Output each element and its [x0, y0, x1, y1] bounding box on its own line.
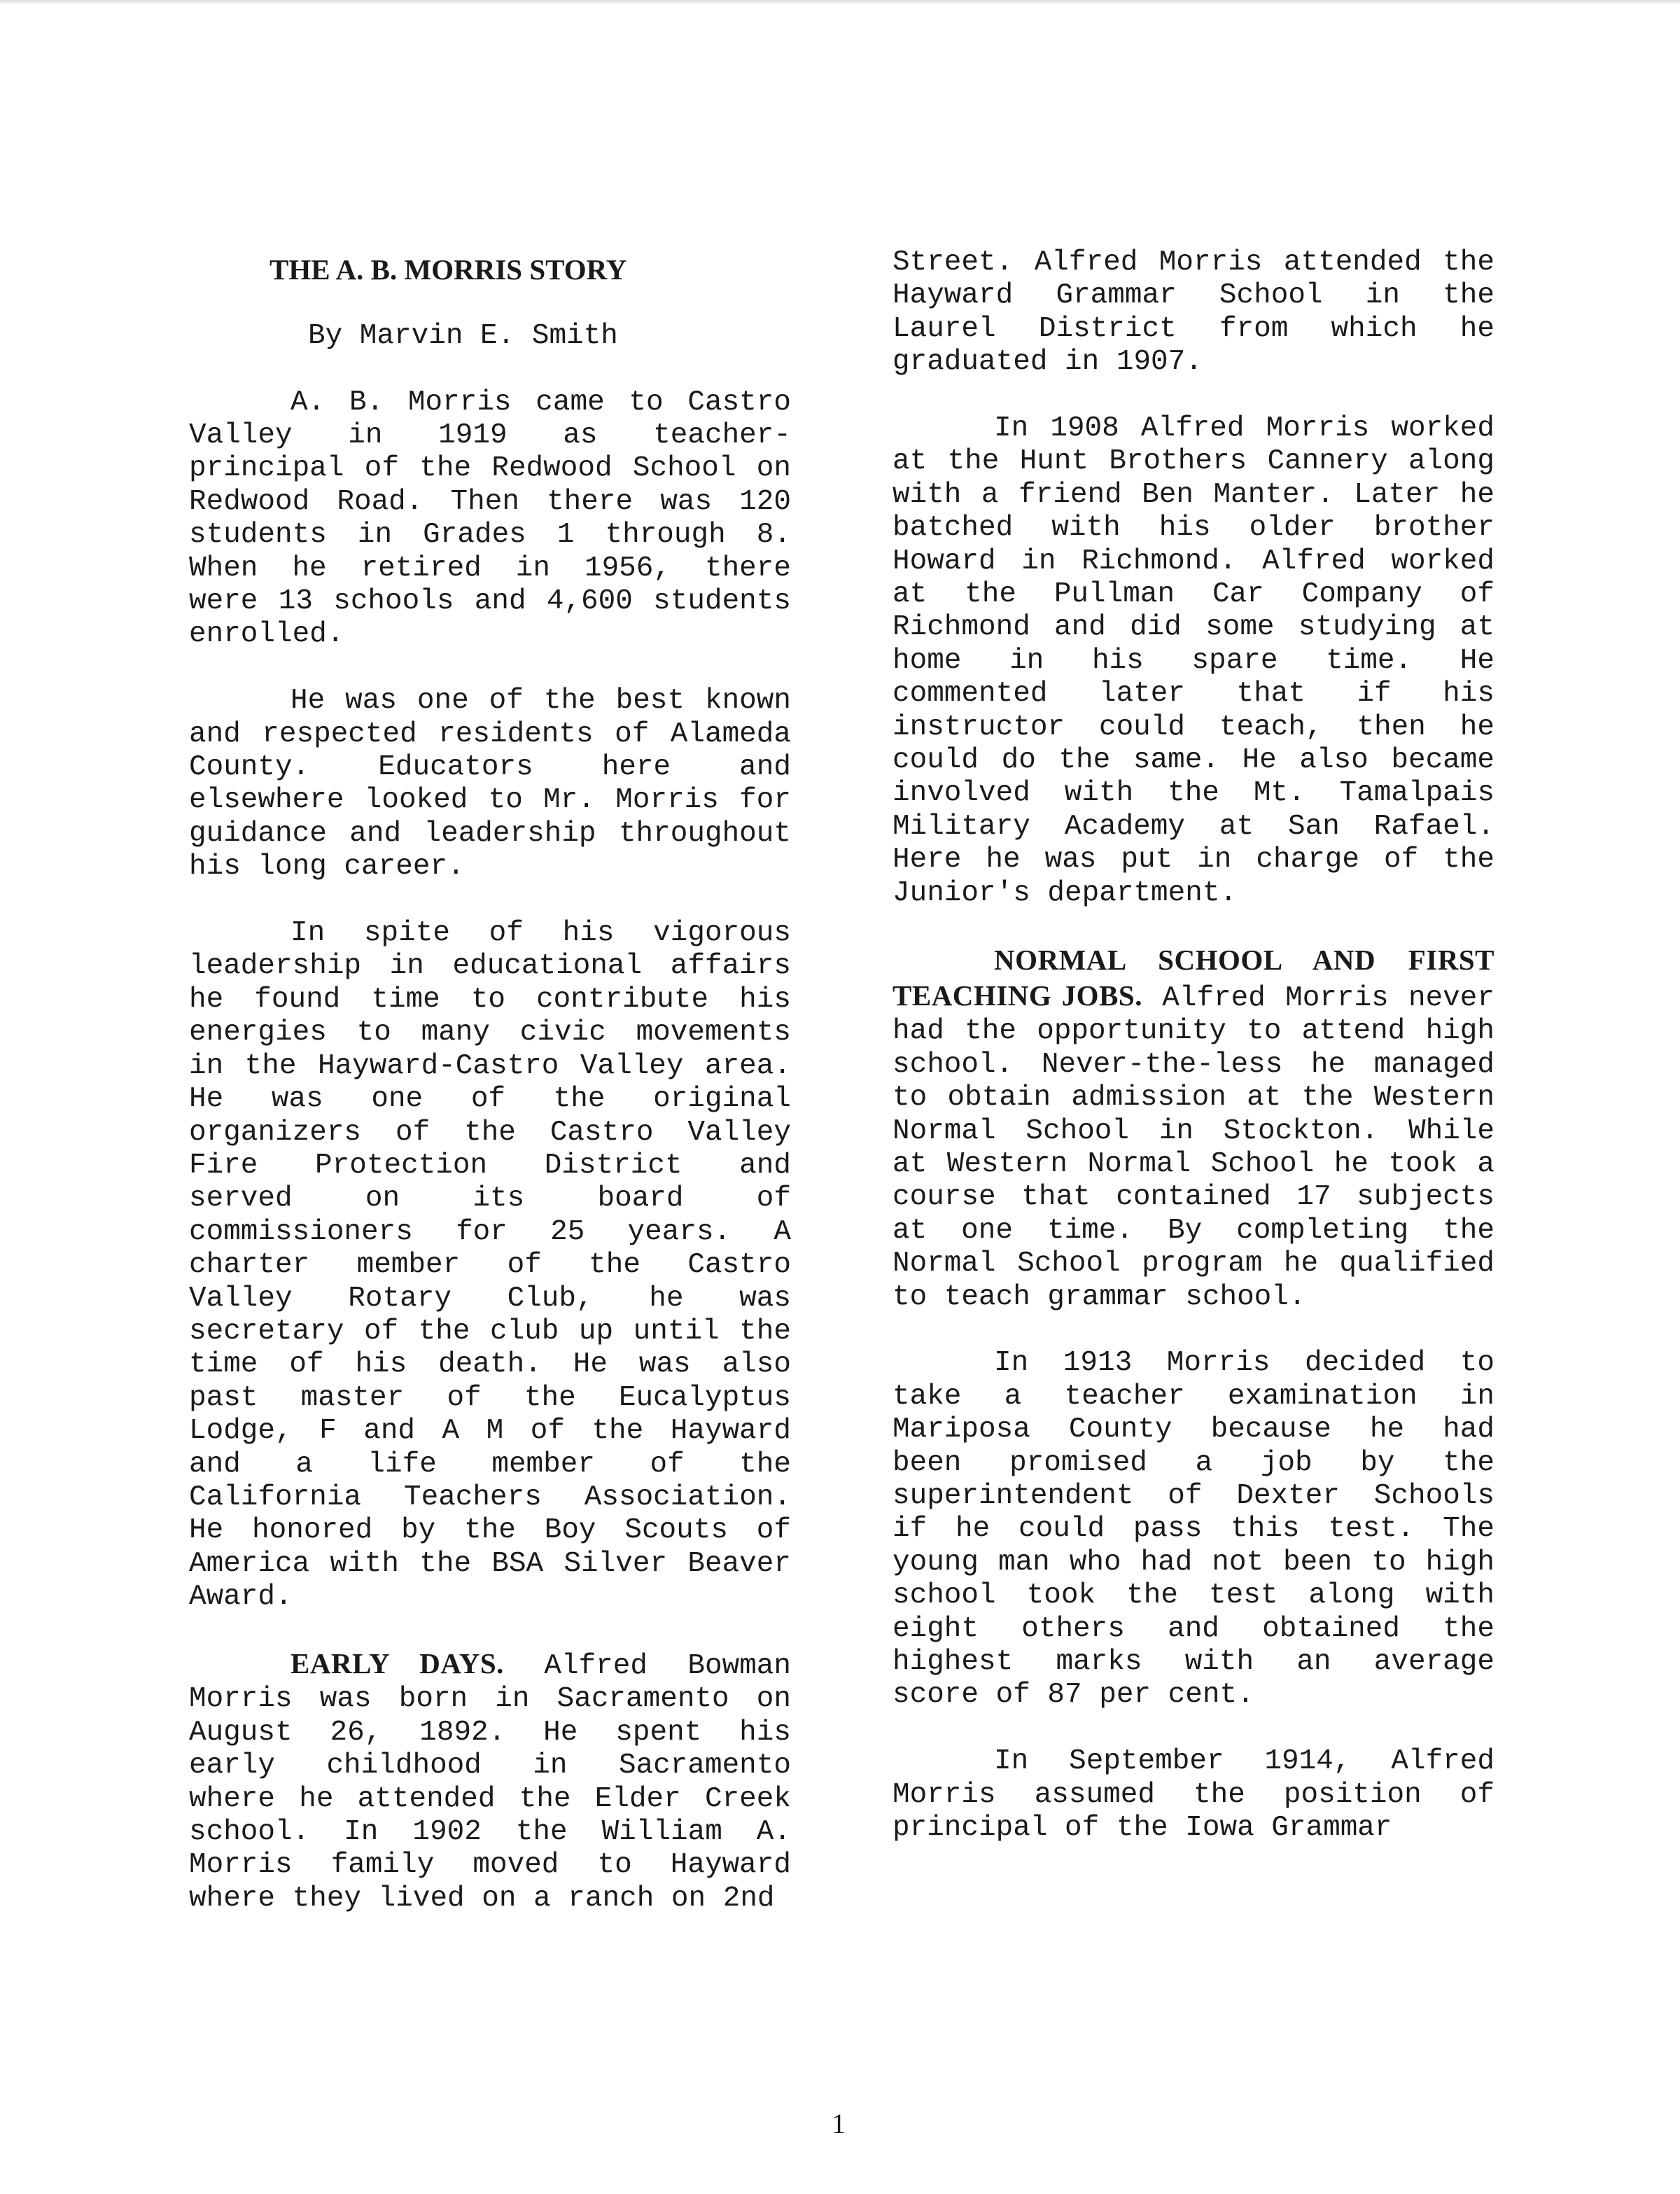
paragraph-reputation: He was one of the best known and respected residents of Alameda County. Educators here and elsewhere looked to Mr. Morris for guidance and leadership throughout his long career.	[189, 685, 791, 883]
scan-edge	[0, 0, 1680, 4]
byline: By Marvin E. Smith	[308, 319, 618, 352]
early-days-text: Alfred Bowman Morris was born in Sacramento on August 26, 1892. He spent his early childhood in Sacramento where he attended the Elder Creek school. In 1902 the William A. Morris family moved to Hayward where they lived on a ranch on 2nd	[189, 1649, 792, 1915]
right-column	[892, 246, 1494, 1878]
article-title: THE A. B. MORRIS STORY	[270, 253, 627, 286]
section-heading-normal-school: NORMAL SCHOOL AND FIRST TEACHING JOBS.	[892, 943, 1494, 1012]
paragraph-continued: Street. Alfred Morris attended the Hayward Grammar School in the Laurel District from which he graduated in 1907.	[892, 246, 1494, 379]
left-column	[189, 246, 791, 1949]
paragraph-1908: In 1908 Alfred Morris worked at the Hunt Brothers Cannery along with a friend Ben Manter. Later he batched with his older brother Howard in Richmond. Alfred worked at the Pullman Car Company of Richmond and did some studying at home in his spare time. He commented later that if his instructor could teach, then he could do the same. He also became involved with the Mt. Tamalpais Military Academy at San Rafael. Here he was put in charge of the Junior's department.	[892, 412, 1494, 909]
paragraph-1913: In 1913 Morris decided to take a teacher examination in Mariposa County because he had been promised a job by the superintendent of Dexter Schools if he could pass this test. The young man who had not been to high school took the test along with eight others and obtained the highest marks with an average score of 87 per cent.	[892, 1347, 1494, 1712]
paragraph-early-days	[189, 1647, 791, 1915]
normal-school-text: Alfred Morris never had the opportunity to attend high school. Never-the-less he managed to obtain admission at the Western Normal School in Stockton. While at Western Normal School he took a course that contained 17 subjects at one time. By completing the Normal School program he qualified to teach grammar school.	[892, 981, 1494, 1313]
section-heading-early-days: EARLY DAYS.	[290, 1647, 504, 1679]
paragraph-1914: In September 1914, Alfred Morris assumed the position of principal of the Iowa Grammar	[892, 1745, 1494, 1845]
paragraph-normal-school	[892, 944, 1494, 1314]
paragraph-arrival: A. B. Morris came to Castro Valley in 1919 as teacher-principal of the Redwood School on Redwood Road. Then there was 120 students in Grades 1 through 8. When he retired in 1956, there were 13 schools and 4,600 students enrolled.	[189, 386, 791, 651]
page-number: 1	[832, 2108, 846, 2139]
paragraph-civic: In spite of his vigorous leadership in educational affairs he found time to contribute his energies to many civic movements in the Hayward-Castro Valley area. He was one of the original organizers of the Castro Valley Fire Protection District and served on its board of commissioners for 25 years. A charter member of the Castro Valley Rotary Club, he was secretary of the club up until the time of his death. He was also past master of the Eucalyptus Lodge, F and A M of the Hayward and a life member of the California Teachers Association. He honored by the Boy Scouts of America with the BSA Silver Beaver Award.	[189, 917, 791, 1614]
